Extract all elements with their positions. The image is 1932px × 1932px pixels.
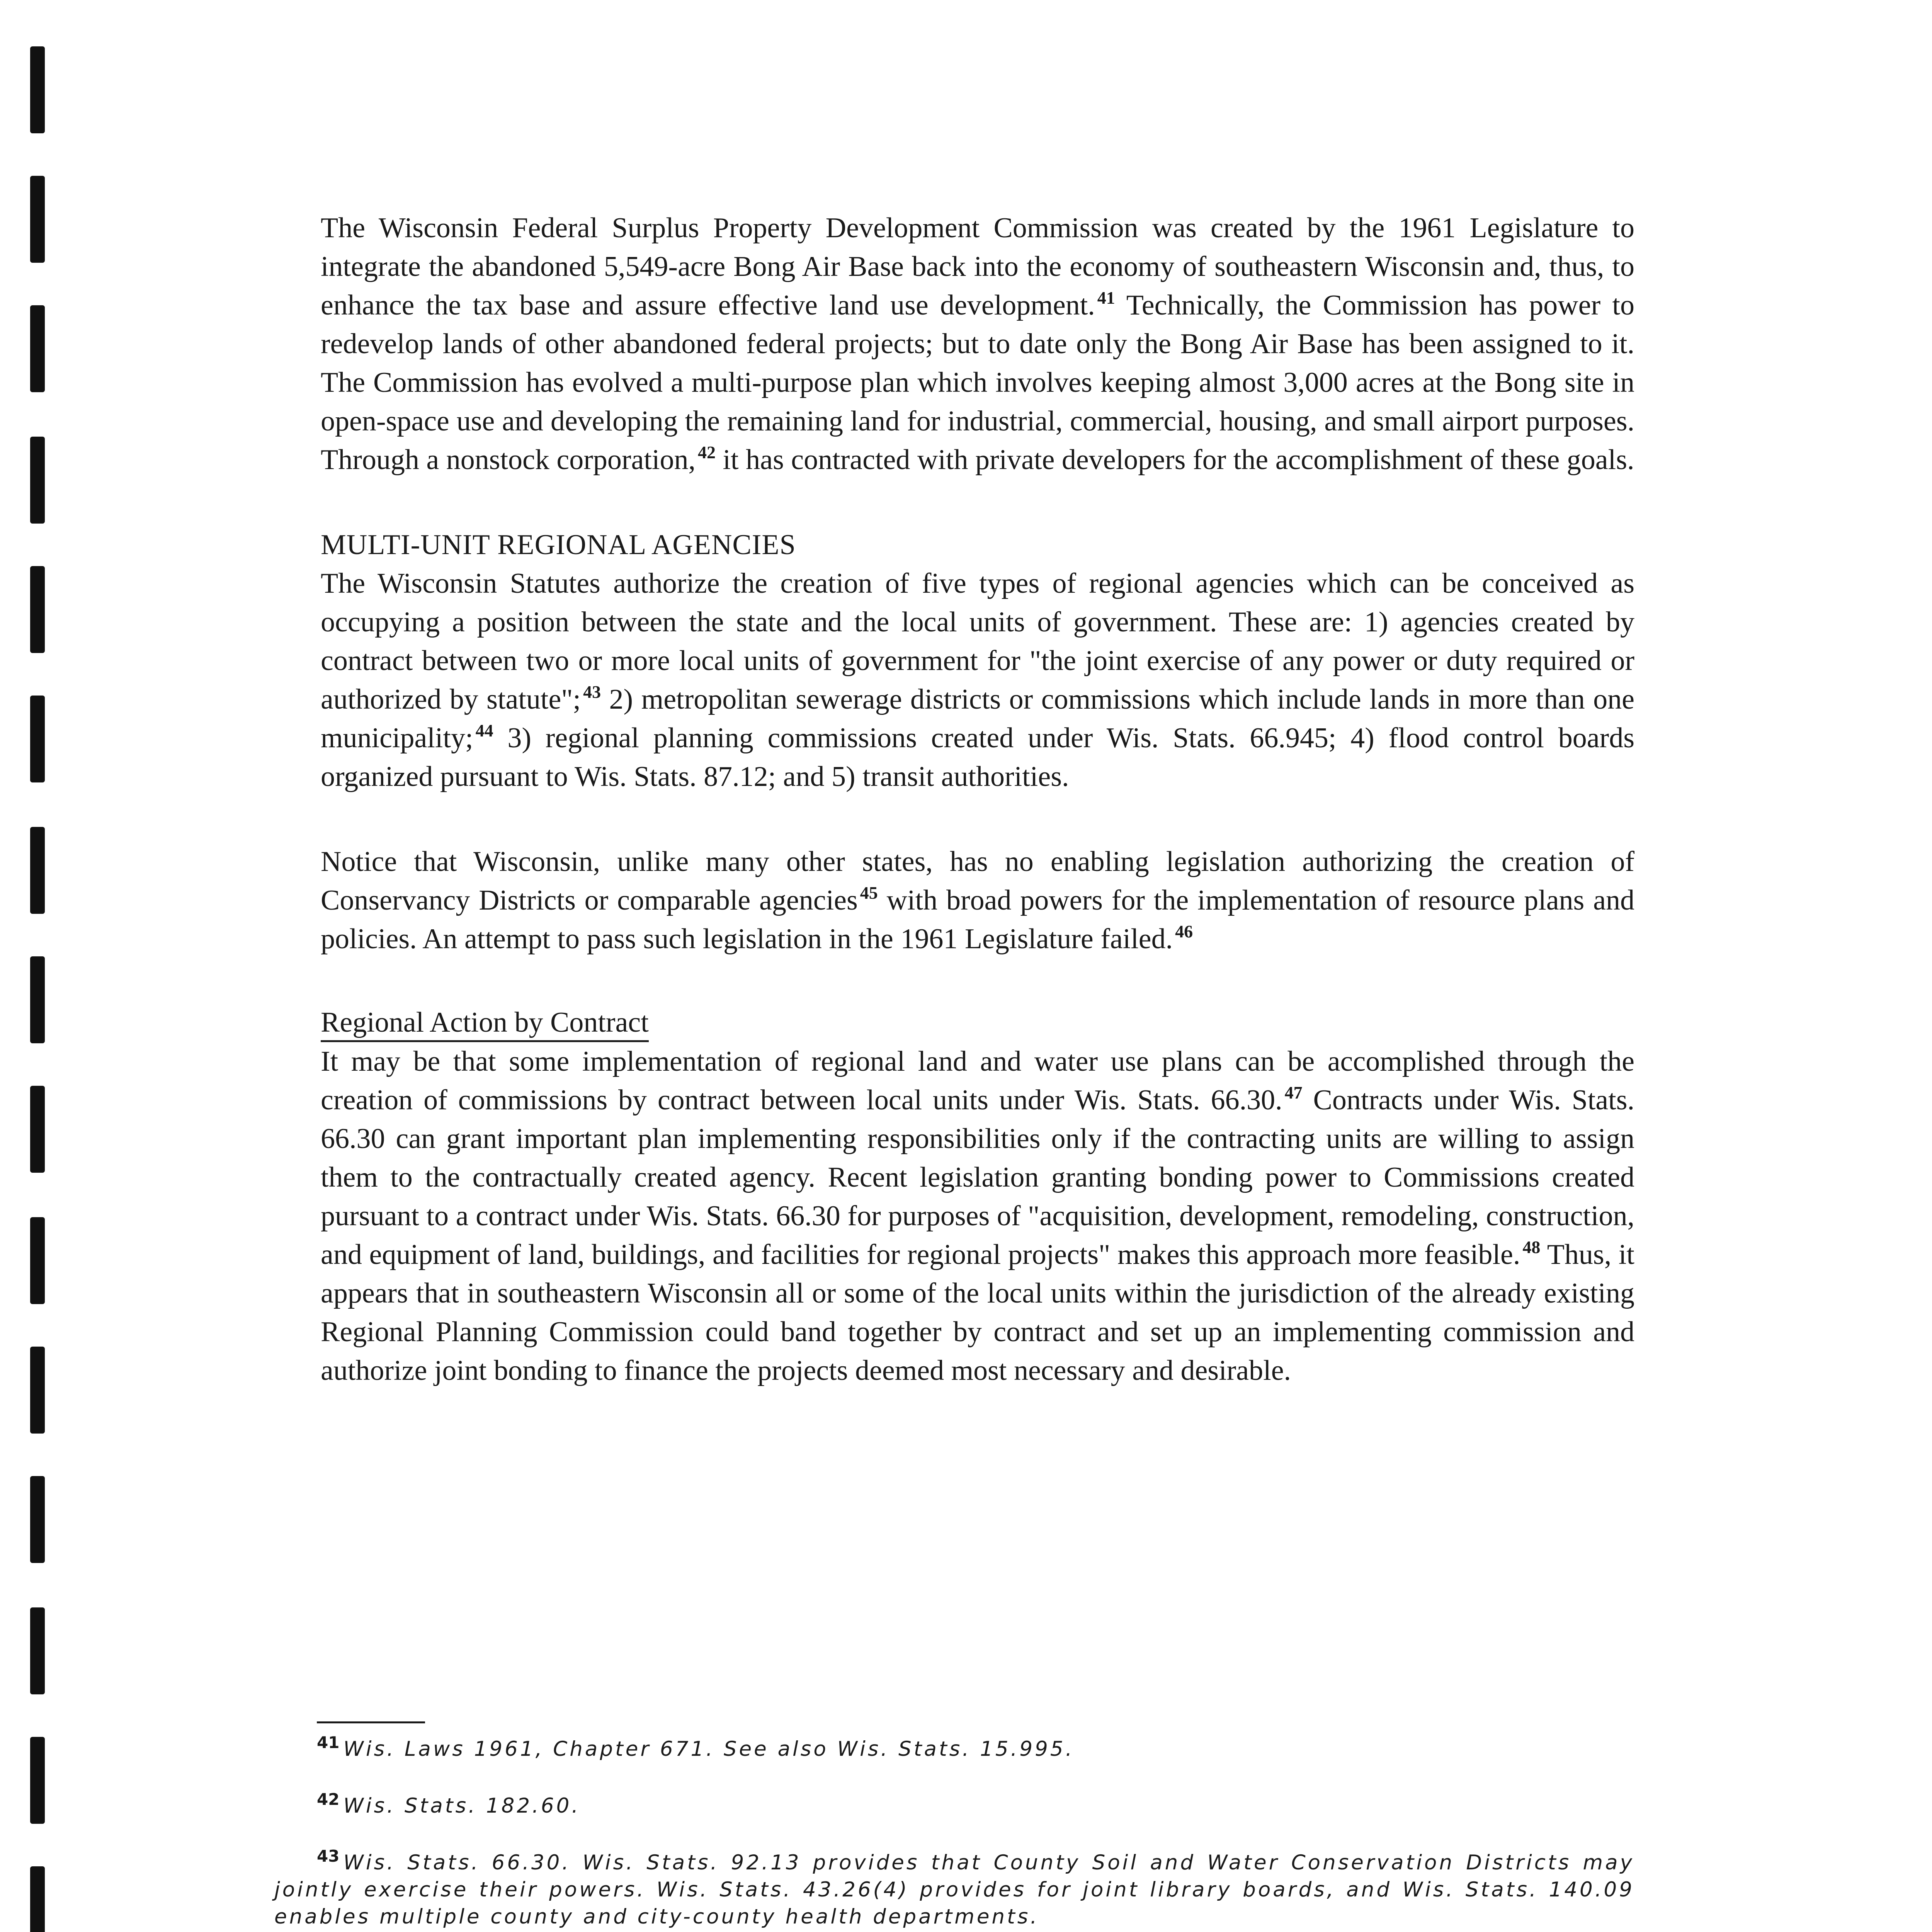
paragraph-text: Technically, the Commission has power to redevelop lands of other abandoned federal projects; but to date only the Bong Air Base has been assigned to it. The Commission has evolved a multi-purpose plan which involves keeping almost 3,000 acres at the Bong site in open-space use and developing the remaining land for industrial, commercial, housing, and small airport purposes. Through a nonstock corporation, [321,289,1634,476]
paragraph-text: The Wisconsin Statutes authorize the creation of five types of regional agencies which can be conceived as occupying a position between the state and the local units of government. These are: 1) agencies created by contract between two or more local units of government for "the joint exercise of any power or duty required or authorized by statute"; [321,568,1634,715]
footnote-ref[interactable]: 41 [1097,288,1115,308]
footnote-ref[interactable]: 45 [860,883,878,903]
paragraph-text: It may be that some implementation of regional land and water use plans can be accomplished through the creation of commissions by contract between local units under Wis. Stats. 66.30. [321,1046,1634,1116]
binding-mark [30,1737,45,1824]
paragraph-text: 2) metropolitan sewerage districts or commissions which include lands in more than one municipality; [321,684,1634,754]
subsection-heading: Regional Action by Contract [321,1005,649,1042]
footnote-number: 42 [317,1790,340,1809]
binding-mark [30,1347,45,1434]
binding-mark [30,1476,45,1563]
footnote-ref[interactable]: 47 [1284,1083,1303,1102]
footnote-ref[interactable]: 43 [583,682,601,702]
paragraph-conservancy-districts [321,842,1634,958]
binding-mark [30,305,45,392]
binding-mark [30,956,45,1043]
footnote [274,1786,1634,1820]
footnote-number: 41 [317,1733,340,1752]
paragraph-bong-commission [321,209,1634,479]
section-heading: MULTI-UNIT REGIONAL AGENCIES [321,529,796,561]
paragraph-text: 3) regional planning commissions created under Wis. Stats. 66.945; 4) flood control boards organized pursuant to Wis. Stats. 87.12; and 5) transit authorities. [321,722,1634,793]
binding-mark [30,176,45,263]
paragraph-text: The Wisconsin Federal Surplus Property Development Commission was created by the 1961 Legislature to integrate the abandoned 5,549-acre Bong Air Base back into the economy of southeastern Wisconsin and, thus, to enhance the tax base and assure effective land use development. [321,212,1634,321]
footnote-ref[interactable]: 42 [698,442,716,462]
footnote-text: Wis. Stats. 66.30. Wis. Stats. 92.13 provides that County Soil and Water Conservation Districts may jointly exercise their powers. Wis. Stats. 43.26(4) provides for joint library boards, and Wis. Stats. 140.09 enables multiple county and city-county health departments. [274,1851,1634,1929]
binding-mark [30,437,45,524]
paragraph-text: it has contracted with private developers for the accomplishment of these goals. [716,444,1634,476]
binding-mark [30,566,45,653]
footnote-ref[interactable]: 48 [1522,1237,1541,1257]
binding-mark [30,46,45,133]
paragraph-text: Notice that Wisconsin, unlike many other states, has no enabling legislation authorizing the creation of Conservancy Districts or comparable agencies [321,846,1634,916]
paragraph-text: Thus, it appears that in southeastern Wisconsin all or some of the local units within the jurisdiction of the already existing Regional Planning Commission could band together by contract and set up an implementing commission and authorize joint bonding to finance the projects deemed most necessary and desirable. [321,1239,1634,1386]
footnote-number: 43 [317,1847,340,1866]
main-text [321,209,1634,1390]
footnote-text: Wis. Laws 1961, Chapter 671. See also Wis. Stats. 15.995. [343,1737,1075,1761]
binding-mark [30,696,45,782]
footnote-ref[interactable]: 46 [1175,922,1193,941]
paragraph-text: with broad powers for the implementation of resource plans and policies. An attempt to pass such legislation in the 1961 Legislature failed. [321,884,1634,955]
footnotes [274,1729,1634,1932]
binding-mark [30,1217,45,1304]
paragraph-regional-agencies [321,564,1634,796]
binding-mark [30,827,45,914]
binding-mark [30,1607,45,1694]
footnote-ref[interactable]: 44 [475,721,493,740]
binding-mark [30,1866,45,1932]
footnote-text: Wis. Stats. 182.60. [343,1794,581,1818]
footnote-divider [317,1721,425,1723]
binding-mark [30,1086,45,1173]
footnote [274,1729,1634,1763]
paragraph-text: Contracts under Wis. Stats. 66.30 can grant important plan implementing responsibilities only if the contracting units are willing to assign them to the contractually created agency. Recent legislation granting bonding power to Commissions created pursuant to a contract under Wis. Stats. 66.30 for purposes of "acquisition, development, remodeling, construction, and equipment of land, buildings, and facilities for regional projects" makes this approach more feasible. [321,1084,1634,1270]
paragraph-action-by-contract [321,1042,1634,1390]
footnote [274,1843,1634,1930]
